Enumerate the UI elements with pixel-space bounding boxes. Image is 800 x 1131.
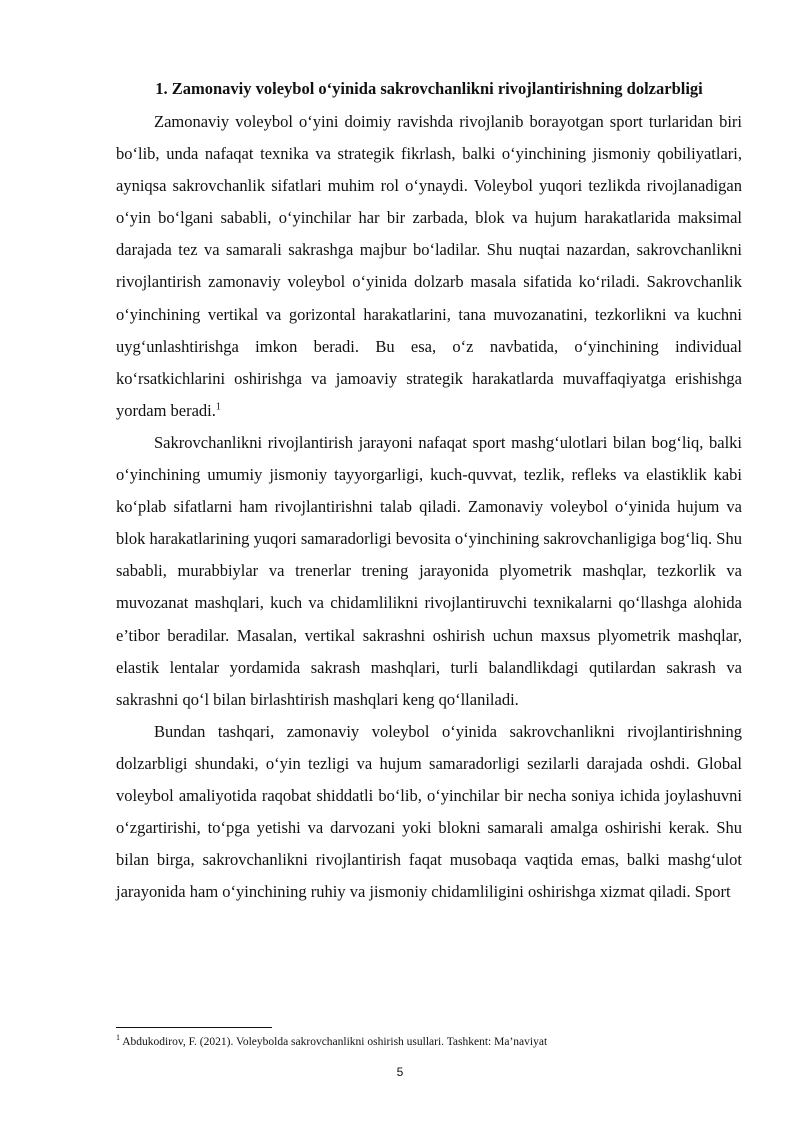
section-heading: 1. Zamonaviy voleybol o‘yinida sakrovchanlikni rivojlantirishning dolzarbligi	[155, 79, 703, 98]
footnote-separator	[116, 1027, 272, 1028]
paragraph-1-text: Zamonaviy voleybol o‘yini doimiy ravishda rivojlanib borayotgan sport turlaridan biri bo‘lib, unda nafaqat texnika va strategik fikrlash, balki o‘yinchining jismoniy qobiliyatlari, ayniqsa sakrovchanlik sifatlari muhim rol o‘ynaydi. Voleybol yuqori tezlikda rivojlanadigan o‘yin bo‘lgani sababli, o‘yinchilar har bir zarbada, blok va hujum harakatlarida maksimal darajada tez va samarali sakrashga majbur bo‘ladilar. Shu nuqtai nazardan, sakrovchanlikni rivojlantirish zamonaviy voleybol o‘yinida dolzarb masala sifatida ko‘riladi. Sakrovchanlik o‘yinchining vertikal va gorizontal harakatlarini, tana muvozanatini, tezkorlikni va kuchni uyg‘unlashtirishga imkon beradi. Bu esa, o‘z navbatida, o‘yinchining individual ko‘rsatkichlarini oshirishga va jamoaviy strategik harakatlarda muvaffaqiyatga erishishga yordam beradi.	[116, 112, 742, 420]
paragraph-1	[116, 106, 742, 427]
footnote-reference[interactable]: 1	[215, 401, 221, 413]
page-number: 5	[396, 1065, 404, 1079]
footnote-text: Abdukodirov, F. (2021). Voleybolda sakrovchanlikni oshirish usullari. Tashkent: Ma’naviyat	[120, 1036, 548, 1048]
paragraph-2: Sakrovchanlikni rivojlantirish jarayoni nafaqat sport mashg‘ulotlari bilan bog‘liq, balki o‘yinchining umumiy jismoniy tayyorgarligi, kuch-quvvat, tezlik, refleks va elastiklik kabi ko‘plab sifatlarni ham rivojlantirishni talab qiladi. Zamonaviy voleybol o‘yinida hujum va blok harakatlarining yuqori samaradorligi bevosita o‘yinchining sakrovchanligiga bog‘liq. Shu sababli, murabbiylar va trenerlar trening jarayonida plyometrik mashqlar, tezkorlik va muvozanat mashqlari, kuch va chidamlilikni rivojlantiruvchi texnikalarni qo‘llashga alohida e’tibor beradilar. Masalan, vertikal sakrashni oshirish uchun maxsus plyometrik mashqlar, elastik lentalar yordamida sakrash mashqlari, turli balandlikdagi qutilardan sakrash va sakrashni qo‘l bilan birlashtirish mashqlari keng qo‘llaniladi.	[116, 432, 742, 709]
footnote	[116, 1034, 742, 1050]
page-content	[116, 76, 742, 908]
paragraph-3: Bundan tashqari, zamonaviy voleybol o‘yinida sakrovchanlikni rivojlantirishning dolzarbligi shundaki, o‘yin tezligi va hujum samaradorligi sezilarli darajada oshdi. Global voleybol amaliyotida raqobat shiddatli bo‘lib, o‘yinchilar bir necha soniya ichida joylashuvni o‘zgartirishi, to‘pga yetishi va darvozani yoki blokni samarali amalga oshirishi kerak. Shu bilan birga, sakrovchanlikni rivojlantirish faqat musobaqa vaqtida emas, balki mashg‘ulot jarayonida ham o‘yinchining ruhiy va jismoniy chidamliligini oshirishga xizmat qiladi. Sport	[116, 721, 742, 902]
footnote-mark: 1	[116, 1033, 120, 1043]
